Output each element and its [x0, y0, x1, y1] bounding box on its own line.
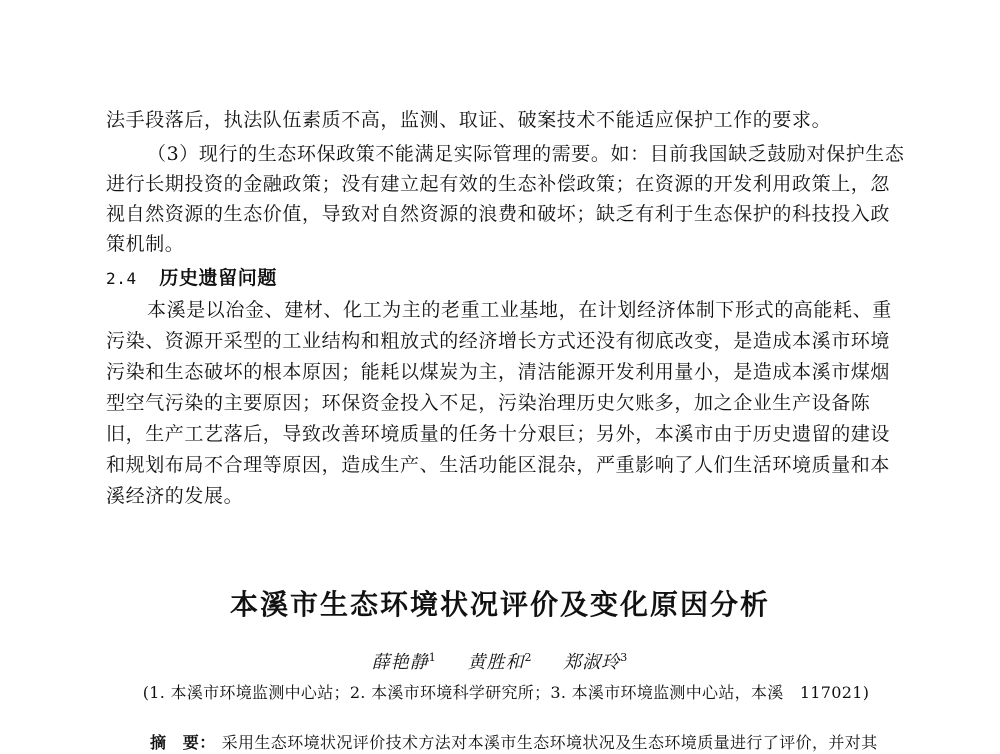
- author-affiliation-mark: 3: [620, 651, 629, 664]
- paragraph-line: 法手段落后，执法队伍素质不高，监测、取证、破案技术不能适应保护工作的要求。: [106, 109, 832, 131]
- paragraph-line: 本溪是以冶金、建材、化工为主的老重工业基地，在计划经济体制下形式的高能耗、重: [147, 299, 892, 321]
- paragraph-line: 进行长期投资的金融政策；没有建立起有效的生态补偿政策；在资源的开发利用政策上，忽: [106, 173, 891, 195]
- paragraph-line: 溪经济的发展。: [106, 485, 244, 507]
- paragraph-line: 污染、资源开采型的工业结构和粗放式的经济增长方式还没有彻底改变，是造成本溪市环境: [106, 330, 891, 352]
- section-number: 2.4: [106, 269, 137, 288]
- abstract: [150, 730, 910, 753]
- paragraph-line: 视自然资源的生态价值，导致对自然资源的浪费和破坏；缺乏有利于生态保护的科技投入政: [106, 203, 891, 225]
- abstract-text: 采用生态环境状况评价技术方法对本溪市生态环境状况及生态环境质量进行了评价，并对其: [221, 733, 878, 752]
- author-name: 黄胜和: [467, 652, 525, 673]
- author-affiliation-mark: 2: [524, 651, 533, 664]
- section-heading: [106, 263, 906, 294]
- author: [563, 652, 628, 673]
- paragraph-line: 策机制。: [106, 233, 185, 255]
- author-name: 郑淑玲: [563, 652, 621, 673]
- abstract-label: 摘 要：: [150, 733, 216, 752]
- affiliation: (1. 本溪市环境监测中心站；2. 本溪市环境科学研究所；3. 本溪市环境监测中心站，本溪 117021): [142, 683, 870, 702]
- author: [468, 652, 533, 673]
- paragraph-line: （3）现行的生态环保政策不能满足实际管理的需要。如：目前我国缺乏鼓励对保护生态: [147, 143, 905, 165]
- author-name: 薛艳静: [371, 652, 429, 673]
- author: [372, 652, 437, 673]
- author-list: [0, 648, 1000, 674]
- paragraph-line: 旧，生产工艺落后，导致改善环境质量的任务十分艰巨；另外，本溪市由于历史遗留的建设: [106, 423, 891, 445]
- section-title: 历史遗留问题: [159, 267, 277, 289]
- paragraph-line: 型空气污染的主要原因；环保资金投入不足，污染治理历史欠账多，加之企业生产设备陈: [106, 392, 871, 414]
- author-affiliation-mark: 1: [428, 651, 437, 664]
- article-title: 本溪市生态环境状况评价及变化原因分析: [229, 588, 770, 621]
- paragraph-line: 污染和生态破坏的根本原因；能耗以煤炭为主，清洁能源开发利用量小，是造成本溪市煤烟: [106, 361, 891, 383]
- paragraph-line: 和规划布局不合理等原因，造成生产、生活功能区混杂，严重影响了人们生活环境质量和本: [106, 454, 891, 476]
